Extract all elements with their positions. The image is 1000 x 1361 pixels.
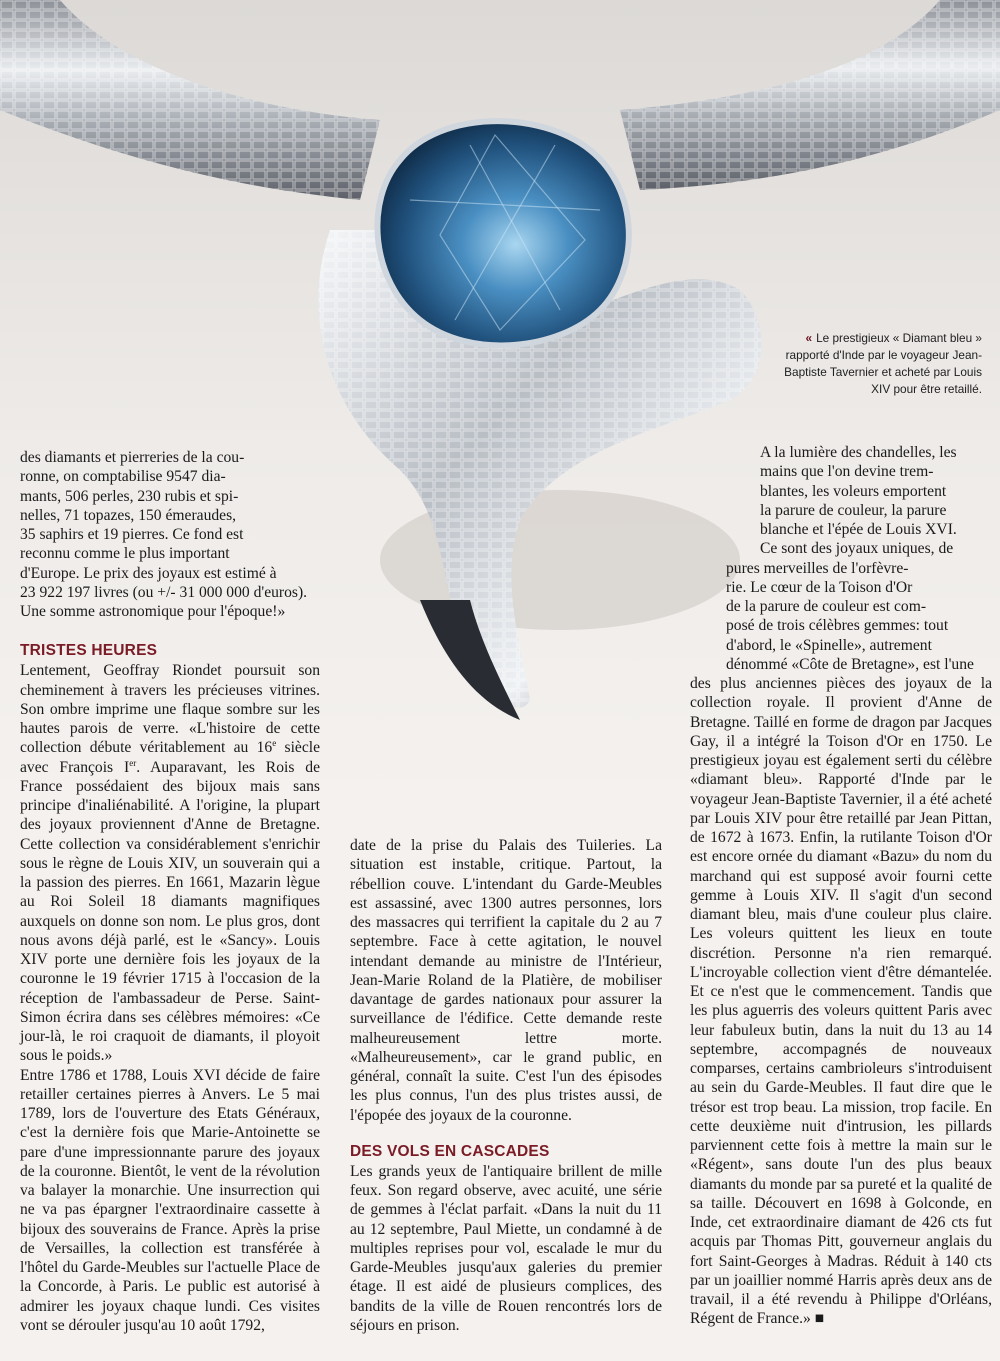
intro-line: A la lumière des chandelles, les: [760, 444, 957, 461]
intro-line: 35 saphirs et 19 pierres. Ce fond est: [20, 526, 244, 543]
intro-line: de la parure de couleur est com-: [726, 598, 927, 615]
column1-intro: [20, 448, 320, 621]
column-1: [20, 448, 320, 1335]
intro-line: ronne, on comptabilise 9547 dia-: [20, 468, 226, 486]
intro-line: Une somme astronomique pour l'époque!»: [20, 603, 286, 620]
intro-line: d'Europe. Le prix des joyaux est estimé à: [20, 564, 277, 582]
end-mark: ■: [814, 1310, 825, 1328]
paragraph: Lentement, Geoffray Riondet poursuit son cheminement à travers les précieuses vitrines. Son ombre imprime une flaque sombre sur les hautes parois de verre. «L'histoire de cette collection débute véritablement au 16e siècle avec François Ier. Auparavant, les Rois de France possédaient des bijoux mais sans principe d'inaliénabilité. A l'origine, la plupart des joyaux proviennent d'Anne de Bretagne. Cette collection va considérablement s'enrichir sous le règne de Louis XIV, un souverain qui a la passion des pierres. En 1661, Mazarin lègue au Roi Soleil 18 diamants magnifiques auxquels on donne son nom. Le plus gros, dont nous avons déjà parlé, est le «Sancy». Louis XIV porte une dernière fois les joyaux de la couronne le 19 février 1715 à l'occasion de la réception de l'ambassadeur de Perse. Saint-Simon écrira dans ses célèbres mémoires: «Ce jour-là, le roi craquoit de diamants, il ployoit sous le poids.»: [20, 662, 320, 1065]
paragraph: Entre 1786 et 1788, Louis XVI décide de faire retailler certaines pierres à Anvers. Le 5 mai 1789, lors de l'ouverture des Etats Généraux, c'est la dernière fois que Marie-Antoinette se pare d'une impressionnante parure des joyaux de la couronne. Bientôt, le vent de la révolution va balayer la monarchie. Une insurrection qui ne va pas épargner l'extraordinaire cassette à bijoux des souverains de France. Après la prise de Versailles, la collection est transférée à l'hôtel du Garde-Meubles sur l'actuelle Place de la Concorde, à Paris. Le public est autorisé à admirer les joyaux chaque lundi. Ces visites vont se dérouler jusqu'au 10 août 1792,: [20, 1066, 320, 1334]
blue-diamond-stone: [377, 121, 628, 345]
caption-text: Le prestigieux « Diamant bleu » rapporté d'Inde par le voyageur Jean-Baptiste Tavernier et acheté par Louis XIV pour être retaillé.: [784, 331, 982, 396]
column3-intro-cont: [690, 559, 992, 675]
paragraph: Les grands yeux de l'antiquaire brillent de mille feux. Son regard observe, avec acuité, une série de gemmes à l'éclat parfait. «Dans la nuit du 11 au 12 septembre, Paul Miette, un condamné à de multiples reprises pour vol, escalade le mur du Garde-Meubles jusqu'aux galeries du premier étage. Il est aidé de plusieurs complices, des bandits de la ville de Rouen rencontrés lors de séjours en prison.: [350, 1162, 662, 1334]
column3-intro: [690, 443, 992, 559]
column-3: [690, 443, 992, 1329]
intro-line: Ce sont des joyaux uniques, de: [760, 540, 954, 558]
intro-line: mains que l'on devine trem-: [760, 463, 934, 481]
intro-line: d'abord, le «Spinelle», autrement: [726, 636, 932, 654]
intro-line: la parure de couleur, la parure: [760, 501, 947, 519]
paragraph: date de la prise du Palais des Tuileries. La situation est instable, critique. Partout, la rébellion couve. L'intendant du Garde-Meubles est assassiné, avec 1300 autres personnes, lors des massacres qui terrifient la capitale du 2 au 7 septembre. Face à cette agitation, le nouvel intendant demande au ministre de l'Intérieur, Jean-Marie Roland de la Platière, de mobiliser davantage de gardes nationaux pour assurer la surveillance de l'édifice. Cette demande reste malheureusement lettre morte. «Malheureusement», car le grand public, en général, connaît la suite. C'est l'un des épisodes les plus connus, l'un des plus tristes aussi, de l'épopée des joyaux de la couronne.: [350, 837, 662, 1124]
section-heading-tristes-heures: TRISTES HEURES: [20, 642, 158, 660]
section-heading-des-vols-en-cascades: DES VOLS EN CASCADES: [350, 1142, 550, 1160]
intro-line: nelles, 71 topazes, 150 émeraudes,: [20, 506, 237, 524]
intro-line: 23 922 197 livres (ou +/- 31 000 000 d'euros).: [20, 583, 308, 601]
intro-line: blantes, les voleurs emportent: [760, 482, 947, 500]
caption-quote-mark: «: [805, 331, 813, 345]
intro-line: posé de trois célèbres gemmes: tout: [726, 617, 949, 635]
intro-line: reconnu comme le plus important: [20, 545, 230, 563]
intro-line: dénommé «Côte de Bretagne», est l'une: [726, 655, 974, 673]
intro-line: pures merveilles de l'orfèvre-: [726, 559, 909, 577]
intro-line: rie. Le cœur de la Toison d'Or: [726, 578, 913, 596]
intro-line: des diamants et pierreries de la cou-: [20, 449, 245, 466]
photo-caption: [770, 330, 982, 398]
paragraph: des plus anciennes pièces des joyaux de la collection royale. Il provient d'Anne de Bretagne. Taillé en forme de dragon par Jacques Gay, il a intégré la Toison d'Or en 1750. Le prestigieux joyau est également serti du célèbre «diamant bleu». Rapporté d'Inde par le voyageur Jean-Baptiste Tavernier, il a été acheté par Louis XIV pour être retaillé par Jean Pittan, de 1672 à 1673. Enfin, la rutilante Toison d'Or est encore ornée du diamant «Bazu» du nom du marchand qui est supposé avoir fourni cette gemme à Louis XIV. Il s'agit d'un second diamant bleu, mais d'une couleur plus claire. Les voleurs quittent les lieux en toute discrétion. Personne n'a rien remarqué. L'incroyable collection vient d'être démantelée. Et ce n'est que le commencement. Tandis que les plus aguerris des voleurs quittent Paris avec leur fabuleux butin, dans la nuit du 13 au 14 septembre, accompagnés de nouveaux comparses, certains cambrioleurs s'introduisent au sein du Garde-Meubles. Il faut dire que le trésor est trop beau. La mission, trop facile. En cette deuxième nuit d'intrusion, les pillards parviennent cette fois à mettre la main sur le «Régent», sans doute l'un des plus beaux diamants du monde par sa pureté et la qualité de sa taille. Découvert en 1698 à Golconde, en Inde, cet extraordinaire diamant de 426 cts fut acquis par Thomas Pitt, gouverneur anglais du fort Saint-Georges à Madras. Réduit à 140 cts par un joaillier nommé Harris après deux ans de travail, il a été revendu à Philippe d'Orléans, Régent de France.» ■: [690, 675, 992, 1328]
intro-line: mants, 506 perles, 230 rubis et spi-: [20, 487, 239, 505]
column-2: [350, 836, 662, 1335]
intro-line: blanche et l'épée de Louis XVI.: [760, 521, 957, 538]
